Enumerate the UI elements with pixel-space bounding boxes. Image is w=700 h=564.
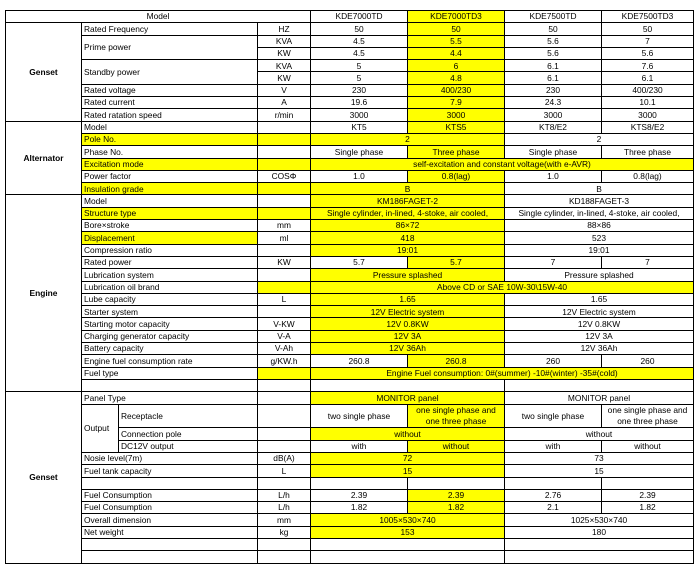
table-cell: r/min xyxy=(258,109,311,121)
table-cell: 5 xyxy=(311,60,408,72)
group-genset: Genset xyxy=(6,23,82,121)
table-cell: 230 xyxy=(311,84,408,96)
row-lube-capacity xyxy=(6,293,694,305)
empty-cell xyxy=(311,551,505,563)
table-cell: without xyxy=(311,428,505,440)
table-cell: 12V 36Ah xyxy=(505,343,694,355)
table-cell: DC12V output xyxy=(119,440,258,452)
table-cell: 260 xyxy=(505,355,602,367)
row-fuel-consumption-2 xyxy=(6,502,694,514)
row-rated-current xyxy=(6,97,694,109)
table-cell: Connection pole xyxy=(119,428,258,440)
empty-cell xyxy=(311,538,505,550)
table-cell: 5.7 xyxy=(311,256,408,268)
table-cell: 24.3 xyxy=(505,97,602,109)
table-cell: Prime power xyxy=(82,35,258,60)
table-cell: 3000 xyxy=(505,109,602,121)
table-cell: Fuel Consumption xyxy=(82,502,258,514)
table-cell: L/h xyxy=(258,502,311,514)
table-cell: 523 xyxy=(505,232,694,244)
empty-cell xyxy=(505,379,694,391)
table-cell: kg xyxy=(258,526,311,538)
table-cell: mm xyxy=(258,220,311,232)
table-cell: 7.9 xyxy=(408,97,505,109)
output-label: Output xyxy=(82,404,119,452)
row-displacement xyxy=(6,232,694,244)
empty-cell xyxy=(82,551,258,563)
table-cell: Starting motor capacity xyxy=(82,318,258,330)
empty-cell xyxy=(258,538,311,550)
table-cell: Nosie level(7m) xyxy=(82,452,258,464)
table-cell: Structure type xyxy=(82,207,258,219)
table-cell: 15 xyxy=(505,465,694,477)
row-prime-power-kva xyxy=(6,35,694,47)
table-cell: KVA xyxy=(258,60,311,72)
row-pole-no xyxy=(6,133,694,145)
empty-cell xyxy=(82,379,258,391)
table-cell: 418 xyxy=(311,232,505,244)
table-cell: self-excitation and constant voltage(with e-AVR) xyxy=(311,158,694,170)
row-fuel-consumption-1 xyxy=(6,489,694,501)
table-cell: 72 xyxy=(311,452,505,464)
table-cell: 7 xyxy=(602,35,694,47)
model-col-3: KDE7500TD xyxy=(505,11,602,23)
empty-cell xyxy=(258,392,311,404)
table-cell: L/h xyxy=(258,489,311,501)
empty-cell xyxy=(258,207,311,219)
table-cell: KT8/E2 xyxy=(505,121,602,133)
table-cell: 4.8 xyxy=(408,72,505,84)
table-cell: 12V 3A xyxy=(505,330,694,342)
table-cell: 1005×530×740 xyxy=(311,514,505,526)
table-cell: 260.8 xyxy=(408,355,505,367)
row-engine-spacer xyxy=(6,379,694,391)
table-cell: 4.4 xyxy=(408,47,505,59)
table-cell: V-KW xyxy=(258,318,311,330)
table-cell: Single cylinder, in-lined, 4-stoke, air cooled, xyxy=(311,207,505,219)
table-cell: ml xyxy=(258,232,311,244)
table-cell: 7.6 xyxy=(602,60,694,72)
table-cell: Rated voltage xyxy=(82,84,258,96)
row-battery xyxy=(6,343,694,355)
table-cell: Single phase xyxy=(505,146,602,158)
row-spacer-2 xyxy=(6,538,694,550)
table-cell: Fuel Consumption xyxy=(82,489,258,501)
empty-cell xyxy=(505,551,694,563)
table-cell: with xyxy=(311,440,408,452)
empty-cell xyxy=(311,379,505,391)
table-cell: KTS5 xyxy=(408,121,505,133)
table-cell: Pressure splashed xyxy=(311,269,505,281)
table-cell: 12V 0.8KW xyxy=(311,318,505,330)
table-cell: KW xyxy=(258,72,311,84)
table-cell: Pressure splashed xyxy=(505,269,694,281)
table-cell: two single phase xyxy=(505,404,602,428)
table-cell: COSΦ xyxy=(258,170,311,182)
empty-cell xyxy=(258,379,311,391)
header-row xyxy=(6,11,694,23)
table-cell: 1025×530×740 xyxy=(505,514,694,526)
table-cell: 50 xyxy=(408,23,505,35)
row-bore-stroke xyxy=(6,220,694,232)
empty-cell xyxy=(258,551,311,563)
table-cell: Engine fuel consumption rate xyxy=(82,355,258,367)
table-cell: MONITOR panel xyxy=(311,392,505,404)
table-cell: 10.1 xyxy=(602,97,694,109)
table-cell: Engine Fuel consumption: 0#(summer) -10#(winter) -35#(cold) xyxy=(311,367,694,379)
table-cell: without xyxy=(602,440,694,452)
model-col-2: KDE7000TD3 xyxy=(408,11,505,23)
table-cell: without xyxy=(408,440,505,452)
table-cell: Model xyxy=(82,121,258,133)
empty-cell xyxy=(311,477,408,489)
row-alt-model xyxy=(6,121,694,133)
table-cell: Phase No. xyxy=(82,146,258,158)
table-cell: two single phase xyxy=(311,404,408,428)
table-cell: B xyxy=(505,183,694,195)
row-oil-brand xyxy=(6,281,694,293)
table-cell: 153 xyxy=(311,526,505,538)
table-cell: 0.8(lag) xyxy=(602,170,694,182)
row-compression xyxy=(6,244,694,256)
empty-cell xyxy=(258,404,311,428)
table-cell: KT5 xyxy=(311,121,408,133)
table-cell: 73 xyxy=(505,452,694,464)
table-cell: Battery capacity xyxy=(82,343,258,355)
table-cell: 230 xyxy=(505,84,602,96)
model-col-1: KDE7000TD xyxy=(311,11,408,23)
row-starter xyxy=(6,306,694,318)
table-cell: Receptacle xyxy=(119,404,258,428)
table-cell: g/KW.h xyxy=(258,355,311,367)
model-col-4: KDE7500TD3 xyxy=(602,11,694,23)
table-cell: 19.6 xyxy=(311,97,408,109)
table-cell: one single phase and one three phase xyxy=(408,404,505,428)
empty-cell xyxy=(258,306,311,318)
table-cell: 12V Electric system xyxy=(311,306,505,318)
table-cell: 6.1 xyxy=(505,72,602,84)
table-cell: 400/230 xyxy=(602,84,694,96)
empty-cell xyxy=(258,195,311,207)
table-cell: 15 xyxy=(311,465,505,477)
table-cell: 1.82 xyxy=(408,502,505,514)
group-alternator: Alternator xyxy=(6,121,82,195)
table-cell: 1.65 xyxy=(505,293,694,305)
table-cell: L xyxy=(258,293,311,305)
table-cell: Single cylinder, in-lined, 4-stoke, air cooled, xyxy=(505,207,694,219)
empty-cell xyxy=(505,477,602,489)
empty-cell xyxy=(258,146,311,158)
table-cell: 2.39 xyxy=(602,489,694,501)
empty-cell xyxy=(258,121,311,133)
table-cell: KVA xyxy=(258,35,311,47)
table-cell: one single phase and one three phase xyxy=(602,404,694,428)
empty-cell xyxy=(258,244,311,256)
table-cell: 2 xyxy=(505,133,694,145)
table-cell: A xyxy=(258,97,311,109)
table-cell: Excitation mode xyxy=(82,158,258,170)
table-cell: 12V 36Ah xyxy=(311,343,505,355)
table-cell: 4.5 xyxy=(311,35,408,47)
row-power-factor xyxy=(6,170,694,182)
row-insulation xyxy=(6,183,694,195)
table-cell: 260.8 xyxy=(311,355,408,367)
table-cell: Compression ratio xyxy=(82,244,258,256)
table-cell: 19:01 xyxy=(311,244,505,256)
table-cell: Rated power xyxy=(82,256,258,268)
table-cell: Overall dimension xyxy=(82,514,258,526)
empty-cell xyxy=(408,477,505,489)
table-cell: 5.5 xyxy=(408,35,505,47)
row-rated-power xyxy=(6,256,694,268)
table-cell: V-A xyxy=(258,330,311,342)
group-genset-2: Genset xyxy=(6,392,82,563)
table-cell: 1.65 xyxy=(311,293,505,305)
row-rated-voltage xyxy=(6,84,694,96)
table-cell: 5 xyxy=(311,72,408,84)
row-fuel-tank xyxy=(6,465,694,477)
table-cell: V-Ah xyxy=(258,343,311,355)
table-cell: Bore×stroke xyxy=(82,220,258,232)
table-cell: 12V 3A xyxy=(311,330,505,342)
table-cell: V xyxy=(258,84,311,96)
row-noise xyxy=(6,452,694,464)
table-cell: KTS8/E2 xyxy=(602,121,694,133)
table-cell: 2 xyxy=(311,133,505,145)
table-cell: 5.6 xyxy=(505,47,602,59)
table-cell: Insulation grade xyxy=(82,183,258,195)
empty-cell xyxy=(505,538,694,550)
model-header-label: Model xyxy=(6,11,311,23)
table-cell: Charging generator capacity xyxy=(82,330,258,342)
table-cell: 6 xyxy=(408,60,505,72)
empty-cell xyxy=(258,367,311,379)
row-phase-no xyxy=(6,146,694,158)
empty-cell xyxy=(258,133,311,145)
table-cell: 4.5 xyxy=(311,47,408,59)
empty-cell xyxy=(258,269,311,281)
row-overall-dimension xyxy=(6,514,694,526)
row-spacer-1 xyxy=(6,477,694,489)
table-cell: KW xyxy=(258,47,311,59)
row-engine-model xyxy=(6,195,694,207)
spec-table xyxy=(5,10,694,564)
row-spacer-3 xyxy=(6,551,694,563)
table-cell: Rated current xyxy=(82,97,258,109)
row-standby-power-kva xyxy=(6,60,694,72)
table-cell: KD188FAGET-3 xyxy=(505,195,694,207)
empty-cell xyxy=(258,183,311,195)
table-cell: Three phase xyxy=(602,146,694,158)
empty-cell xyxy=(258,158,311,170)
table-cell: 3000 xyxy=(408,109,505,121)
table-cell: Net weight xyxy=(82,526,258,538)
table-cell: 12V Electric system xyxy=(505,306,694,318)
table-cell: without xyxy=(505,428,694,440)
table-cell: 7 xyxy=(602,256,694,268)
table-cell: B xyxy=(311,183,505,195)
table-cell: 86×72 xyxy=(311,220,505,232)
table-cell: Displacement xyxy=(82,232,258,244)
table-cell: L xyxy=(258,465,311,477)
table-cell: Starter system xyxy=(82,306,258,318)
table-cell: 1.82 xyxy=(311,502,408,514)
table-cell: 7 xyxy=(505,256,602,268)
row-structure xyxy=(6,207,694,219)
empty-cell xyxy=(258,477,311,489)
table-cell: Single phase xyxy=(311,146,408,158)
table-cell: Three phase xyxy=(408,146,505,158)
table-cell: KW xyxy=(258,256,311,268)
row-rated-frequency xyxy=(6,23,694,35)
empty-cell xyxy=(82,538,258,550)
table-cell: Standby power xyxy=(82,60,258,85)
table-cell: 6.1 xyxy=(505,60,602,72)
row-starting-motor xyxy=(6,318,694,330)
table-cell: with xyxy=(505,440,602,452)
table-cell: 50 xyxy=(602,23,694,35)
row-panel-type xyxy=(6,392,694,404)
table-cell: 19:01 xyxy=(505,244,694,256)
table-cell: Lubrication oil brand xyxy=(82,281,258,293)
table-cell: 1.82 xyxy=(602,502,694,514)
table-cell: Model xyxy=(82,195,258,207)
table-cell: 5.6 xyxy=(505,35,602,47)
table-cell: dB(A) xyxy=(258,452,311,464)
table-cell: 5.7 xyxy=(408,256,505,268)
table-cell: 6.1 xyxy=(602,72,694,84)
row-excitation xyxy=(6,158,694,170)
row-lubrication-system xyxy=(6,269,694,281)
table-cell: 12V 0.8KW xyxy=(505,318,694,330)
table-cell: 400/230 xyxy=(408,84,505,96)
group-engine: Engine xyxy=(6,195,82,392)
empty-cell xyxy=(258,428,311,440)
table-cell: 2.1 xyxy=(505,502,602,514)
table-cell: Lube capacity xyxy=(82,293,258,305)
table-cell: KM186FAGET-2 xyxy=(311,195,505,207)
table-cell: Above CD or SAE 10W-30\15W-40 xyxy=(311,281,694,293)
table-cell: mm xyxy=(258,514,311,526)
table-cell: 2.39 xyxy=(311,489,408,501)
table-cell: 88×86 xyxy=(505,220,694,232)
table-cell: 50 xyxy=(505,23,602,35)
row-rated-speed xyxy=(6,109,694,121)
table-cell: 0.8(lag) xyxy=(408,170,505,182)
table-cell: 5.6 xyxy=(602,47,694,59)
empty-cell xyxy=(602,477,694,489)
table-cell: HZ xyxy=(258,23,311,35)
table-cell: 260 xyxy=(602,355,694,367)
table-cell: Pole No. xyxy=(82,133,258,145)
table-cell: Fuel type xyxy=(82,367,258,379)
row-charging xyxy=(6,330,694,342)
row-fuel-type xyxy=(6,367,694,379)
row-fuel-rate xyxy=(6,355,694,367)
table-cell: 3000 xyxy=(602,109,694,121)
table-cell: 1.0 xyxy=(505,170,602,182)
empty-cell xyxy=(258,281,311,293)
table-cell: Rated ratation speed xyxy=(82,109,258,121)
empty-cell xyxy=(258,440,311,452)
table-cell: Power factor xyxy=(82,170,258,182)
table-cell: Fuel tank capacity xyxy=(82,465,258,477)
table-cell: 50 xyxy=(311,23,408,35)
table-cell: 3000 xyxy=(311,109,408,121)
empty-cell xyxy=(82,477,258,489)
table-cell: 180 xyxy=(505,526,694,538)
table-cell: 2.39 xyxy=(408,489,505,501)
table-cell: 1.0 xyxy=(311,170,408,182)
row-net-weight xyxy=(6,526,694,538)
table-cell: MONITOR panel xyxy=(505,392,694,404)
table-cell: Rated Frequency xyxy=(82,23,258,35)
table-cell: Panel Type xyxy=(82,392,258,404)
table-cell: Lubrication system xyxy=(82,269,258,281)
table-cell: 2.76 xyxy=(505,489,602,501)
